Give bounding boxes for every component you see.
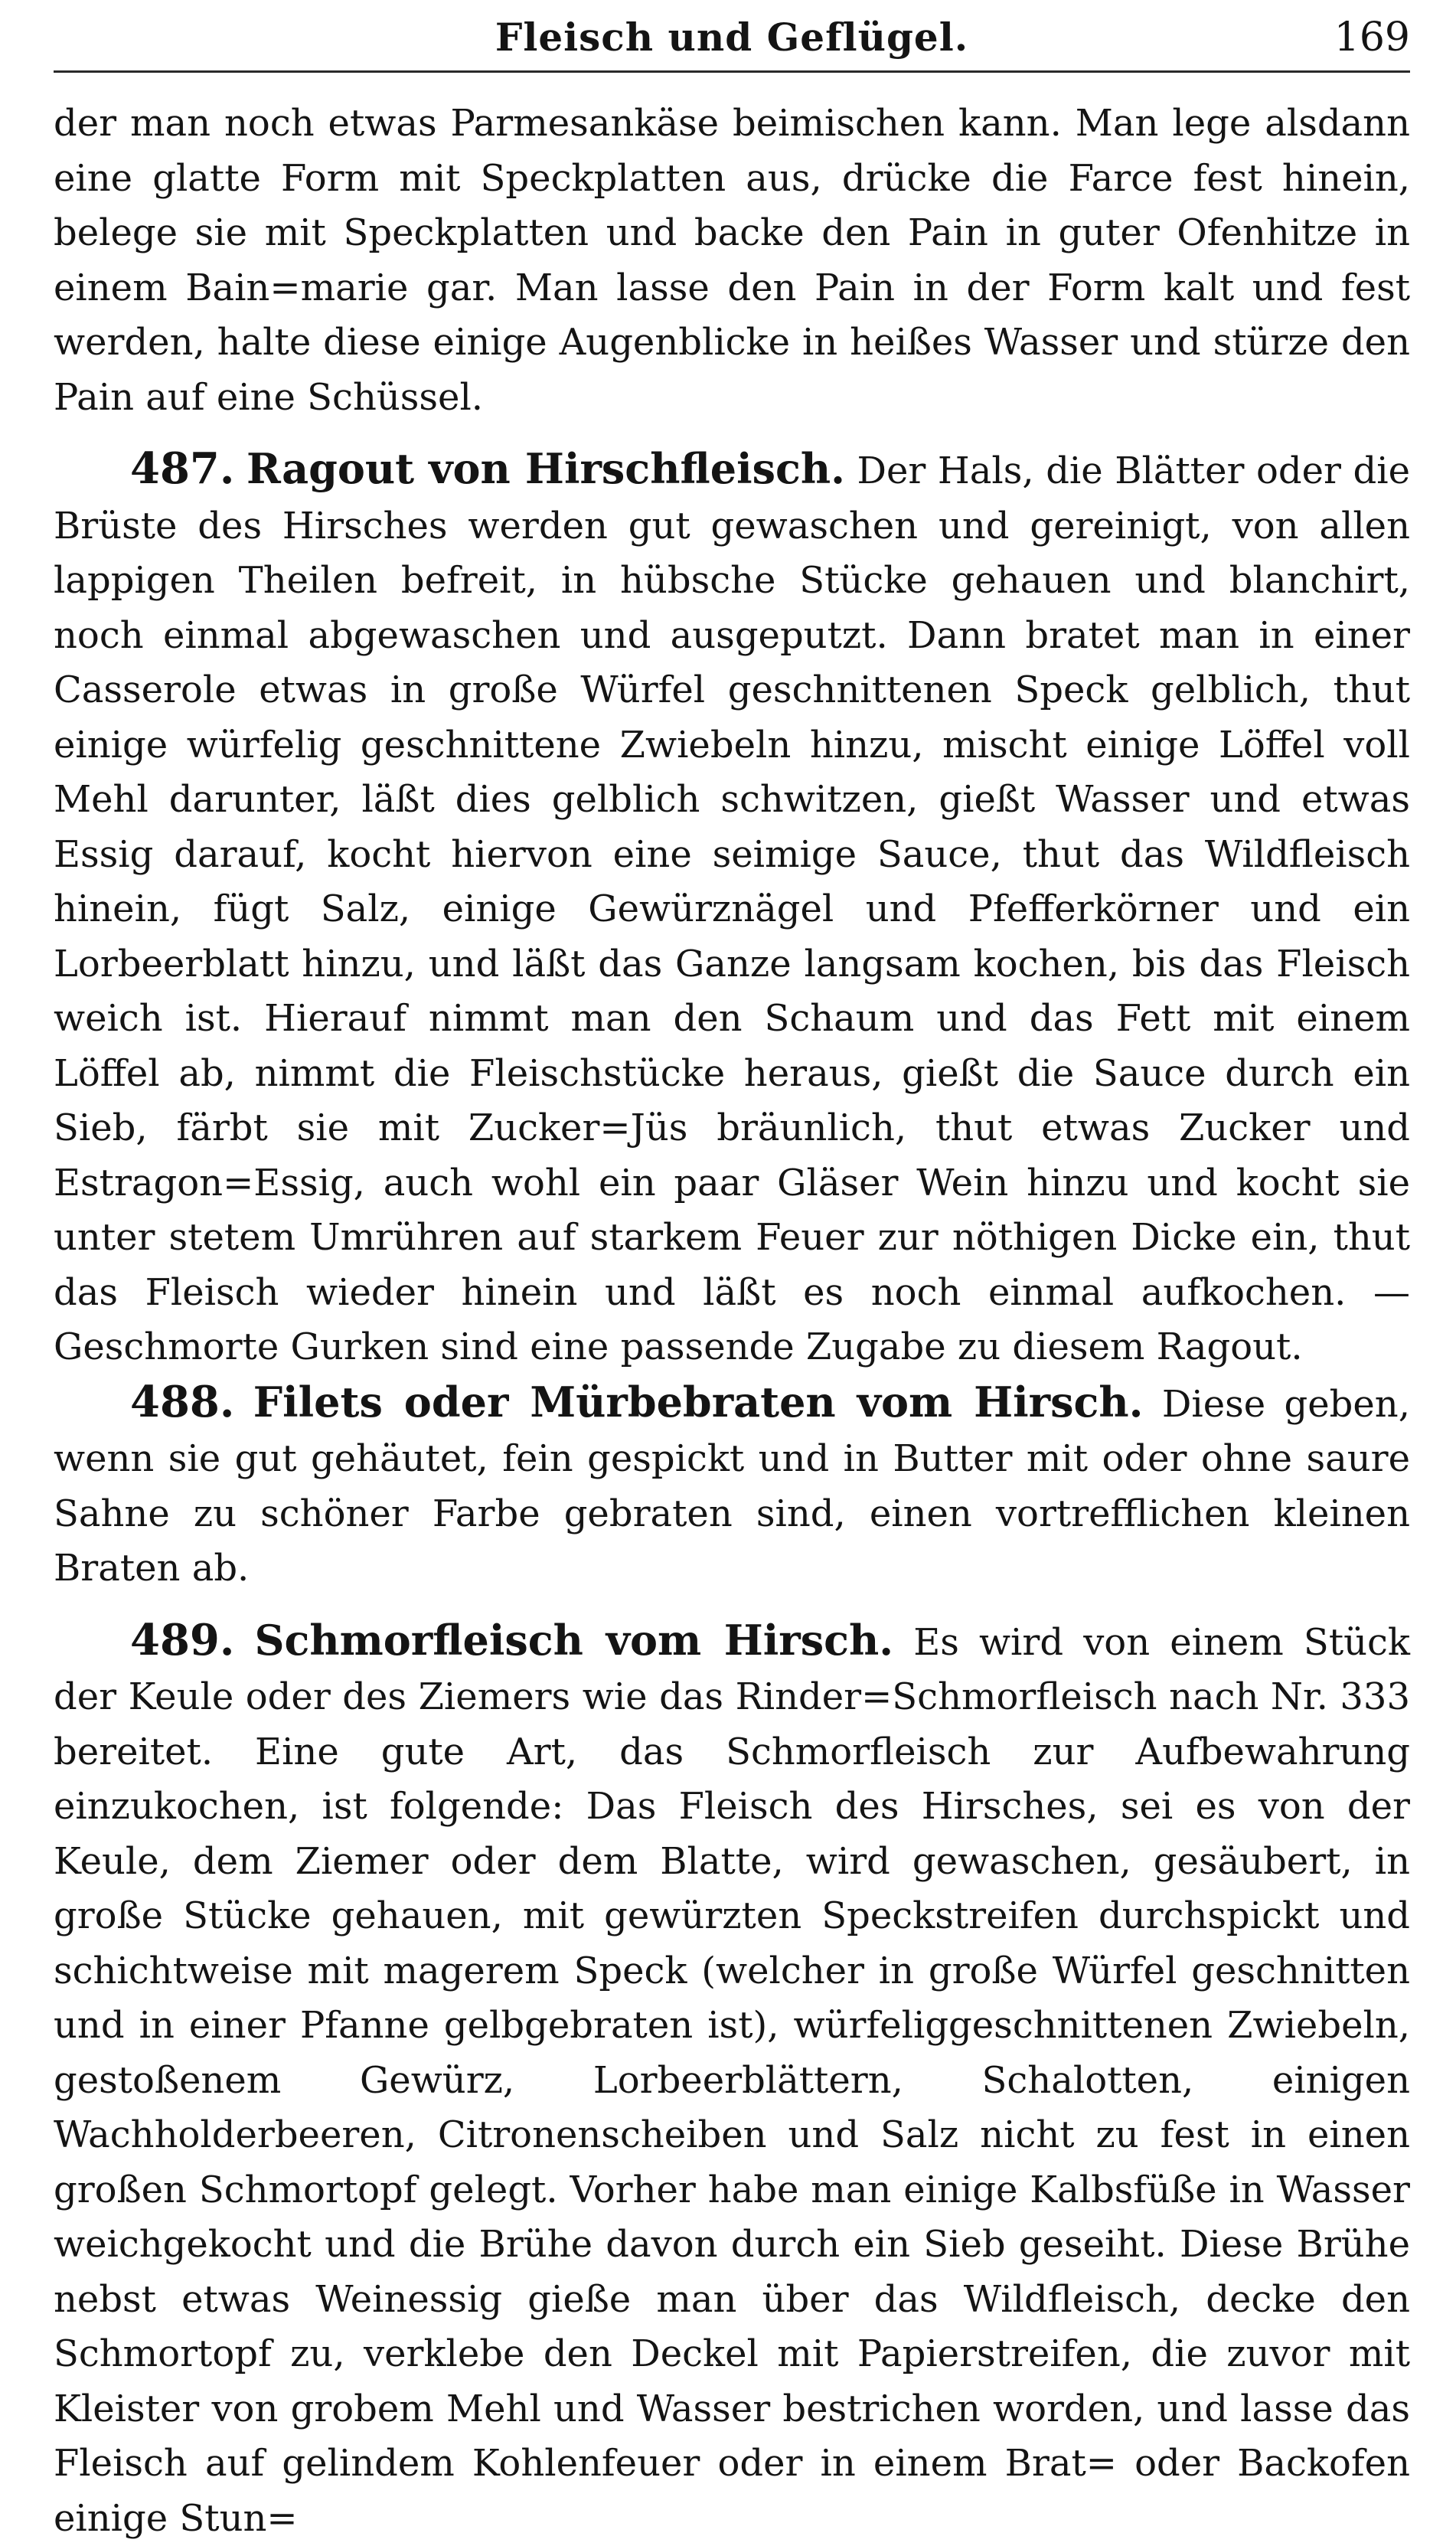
- running-title: Fleisch und Geflügel.: [54, 11, 1410, 64]
- page-number: 169: [1334, 11, 1410, 64]
- recipe-number: 489.: [130, 1615, 234, 1665]
- recipe-title: Ragout von Hirschfleisch.: [246, 444, 845, 493]
- recipe-487: [54, 442, 1410, 1375]
- recipe-text: Diese geben, wenn sie gut gehäutet, fein gespickt und in Butter mit oder ohne saure Sahne zu schöner Farbe gebraten sind, einen vortrefflichen kleinen Braten ab.: [54, 1383, 1410, 1590]
- running-head: [54, 11, 1410, 64]
- recipe-text: Der Hals, die Blätter oder die Brüste des Hirsches werden gut gewaschen und gereinigt, von allen lappigen Theilen befreit, in hübsche Stücke gehauen und blanchirt, noch einmal abgewaschen und ausgeputzt. Dann bratet man in einer Casserole etwas in große Würfel geschnittenen Speck gelblich, thut einige würfelig geschnittene Zwiebeln hinzu, mischt einige Löffel voll Mehl darunter, läßt dies gelblich schwitzen, gießt Wasser und etwas Essig darauf, kocht hiervon eine seimige Sauce, thut das Wildfleisch hinein, fügt Salz, einige Gewürznägel und Pfefferkörner und ein Lorbeerblatt hinzu, und läßt das Ganze langsam kochen, bis das Fleisch weich ist. Hierauf nimmt man den Schaum und das Fett mit einem Löffel ab, nimmt die Fleischstücke heraus, gießt die Sauce durch ein Sieb, färbt sie mit Zucker=Jüs bräunlich, thut etwas Zucker und Estragon=Essig, auch wohl ein paar Gläser Wein hinzu und kocht sie unter stetem Umrühren auf starkem Feuer zur nöthigen Dicke ein, thut das Fleisch wieder hinein und läßt es noch einmal aufkochen. — Geschmorte Gurken sind eine passende Zugabe zu diesem Ragout.: [54, 449, 1410, 1368]
- recipe-number: 487.: [130, 443, 234, 494]
- intro-paragraph: der man noch etwas Parmesankäse beimischen kann. Man lege alsdann eine glatte Form mit Speckplatten aus, drücke die Farce fest hinein, belege sie mit Speckplatten und backe den Pain in guter Ofenhitze in einem Bain=marie gar. Man lasse den Pain in der Form kalt und fest werden, halte diese einige Augenblicke in heißes Wasser und stürze den Pain auf eine Schüssel.: [54, 96, 1410, 425]
- recipe-title: Schmorfleisch vom Hirsch.: [255, 1616, 894, 1665]
- body-text: [54, 96, 1410, 2546]
- recipe-489: [54, 1613, 1410, 2546]
- recipe-number: 488.: [130, 1377, 234, 1427]
- recipe-488: [54, 1375, 1410, 1597]
- recipe-text: Es wird von einem Stück der Keule oder des Ziemers wie das Rinder=Schmorfleisch nach Nr. 333 bereitet. Eine gute Art, das Schmorfleisch zur Aufbewahrung einzukochen, ist folgende: Das Fleisch des Hirsches, sei es von der Keule, dem Ziemer oder dem Blatte, wird gewaschen, gesäubert, in große Stücke gehauen, mit gewürzten Speckstreifen durchspickt und schichtweise mit magerem Speck (welcher in große Würfel geschnitten und in einer Pfanne gelbgebraten ist), würfeliggeschnittenen Zwiebeln, gestoßenem Gewürz, Lorbeerblättern, Schalotten, einigen Wachholderbeeren, Citronenscheiben und Salz nicht zu fest in einen großen Schmortopf gelegt. Vorher habe man einige Kalbsfüße in Wasser weichgekocht und die Brühe davon durch ein Sieb geseiht. Diese Brühe nebst etwas Weinessig gieße man über das Wildfleisch, decke den Schmortopf zu, verklebe den Deckel mit Papierstreifen, die zuvor mit Kleister von grobem Mehl und Wasser bestrichen worden, und lasse das Fleisch auf gelindem Kohlenfeuer oder in einem Brat= oder Backofen einige Stun=: [54, 1621, 1410, 2540]
- book-page: [54, 0, 1410, 2334]
- recipe-title: Filets oder Mürbebraten vom Hirsch.: [253, 1378, 1144, 1427]
- header-rule: [54, 70, 1410, 73]
